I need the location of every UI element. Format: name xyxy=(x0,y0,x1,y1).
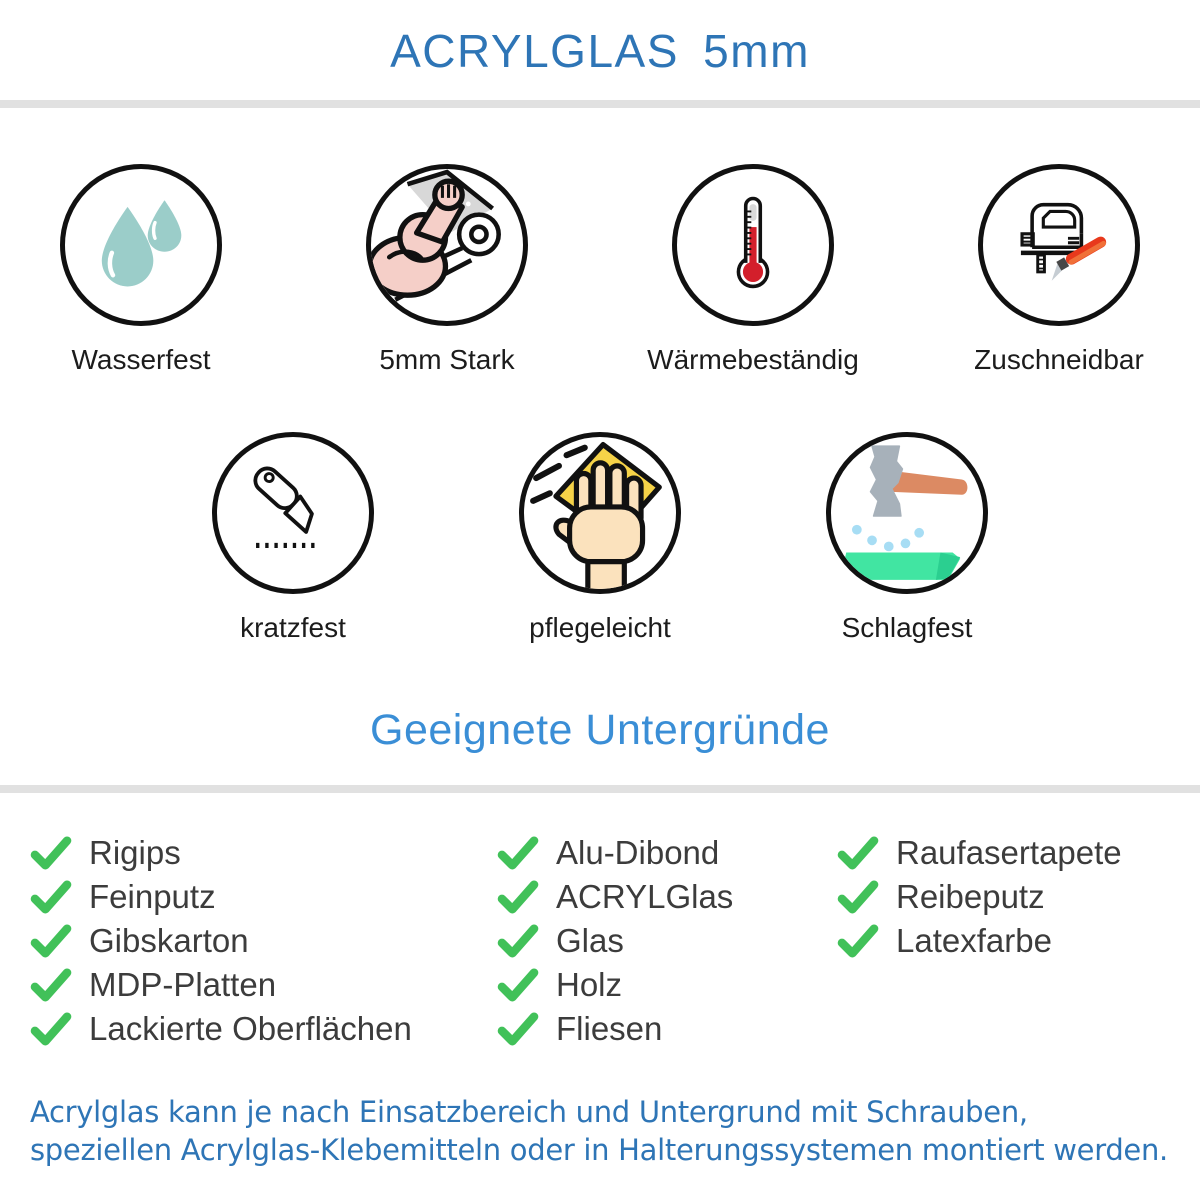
surface-label: Holz xyxy=(556,966,623,1003)
surface-label: Glas xyxy=(556,922,624,959)
thermometer-icon xyxy=(697,189,809,301)
jigsaw-cutter-icon xyxy=(978,164,1140,326)
list-item xyxy=(30,831,497,875)
mounting-note xyxy=(0,1093,1200,1169)
list-item xyxy=(497,831,837,875)
water-drops-icon xyxy=(60,164,222,326)
mounting-note-line1: Acrylglas kann je nach Einsatzbereich und Untergrund mit Schrauben, xyxy=(30,1095,1028,1129)
feature-label: Wasserfest xyxy=(71,344,211,375)
features-row-1 xyxy=(0,164,1200,376)
check-icon xyxy=(30,968,72,1002)
surface-label: Fliesen xyxy=(556,1010,663,1047)
surface-label: Feinputz xyxy=(89,878,216,915)
feature-kratzfest xyxy=(207,432,379,644)
list-item xyxy=(30,963,497,1007)
check-icon xyxy=(837,924,879,958)
surface-label: Reibeputz xyxy=(896,878,1045,915)
feature-label: Wärmebeständig xyxy=(647,344,859,375)
surfaces-column-3 xyxy=(837,831,1200,1051)
surfaces-list xyxy=(0,831,1200,1051)
surface-label: Alu-Dibond xyxy=(556,834,720,871)
feature-label: pflegeleicht xyxy=(529,612,671,643)
feature-wasserfest xyxy=(55,164,227,376)
list-item xyxy=(497,875,837,919)
list-item xyxy=(837,919,1200,963)
list-item xyxy=(30,1007,497,1051)
check-icon xyxy=(837,836,879,870)
feature-pflegeleicht xyxy=(514,432,686,644)
section-title: Geeignete Untergründe xyxy=(370,706,830,754)
feature-label: 5mm Stark xyxy=(379,344,515,375)
check-icon xyxy=(497,1012,539,1046)
feature-label: Schlagfest xyxy=(841,612,973,643)
divider xyxy=(0,100,1200,108)
mounting-note-line2: speziellen Acrylglas-Klebemitteln oder in Halterungssystemen montiert werden. xyxy=(30,1133,1168,1167)
feature-waermebestaendig xyxy=(647,164,859,376)
list-item xyxy=(30,919,497,963)
check-icon xyxy=(497,968,539,1002)
cleaning-hand-icon xyxy=(519,432,681,594)
list-item xyxy=(30,875,497,919)
check-icon xyxy=(30,836,72,870)
water-drops-icon xyxy=(85,189,197,301)
feature-5mm-stark xyxy=(361,164,533,376)
features-row-2 xyxy=(0,432,1200,644)
check-icon xyxy=(497,836,539,870)
muscle-arm-icon xyxy=(371,169,523,321)
list-item xyxy=(497,919,837,963)
check-icon xyxy=(497,924,539,958)
feature-zuschneidbar xyxy=(973,164,1145,376)
surface-label: Latexfarbe xyxy=(896,922,1052,959)
check-icon xyxy=(497,880,539,914)
hammer-impact-icon xyxy=(831,437,983,589)
cleaning-hand-icon xyxy=(524,437,676,589)
feature-label: Zuschneidbar xyxy=(974,344,1144,375)
surface-label: Rigips xyxy=(89,834,181,871)
feature-schlagfest xyxy=(821,432,993,644)
surfaces-column-2 xyxy=(497,831,837,1051)
list-item xyxy=(837,831,1200,875)
surface-label: Lackierte Oberflächen xyxy=(89,1010,412,1047)
check-icon xyxy=(30,1012,72,1046)
page-title: ACRYLGLAS 5mm xyxy=(390,25,810,77)
check-icon xyxy=(30,924,72,958)
surface-label: ACRYLGlas xyxy=(556,878,734,915)
list-item xyxy=(497,1007,837,1051)
thermometer-icon xyxy=(672,164,834,326)
jigsaw-cutter-icon xyxy=(1003,189,1115,301)
list-item xyxy=(837,875,1200,919)
muscle-arm-icon xyxy=(366,164,528,326)
check-icon xyxy=(837,880,879,914)
divider xyxy=(0,785,1200,793)
surface-label: Raufasertapete xyxy=(896,834,1122,871)
surface-label: MDP-Platten xyxy=(89,966,277,1003)
utility-knife-icon xyxy=(212,432,374,594)
list-item xyxy=(497,963,837,1007)
hammer-impact-icon xyxy=(826,432,988,594)
surfaces-column-1 xyxy=(30,831,497,1051)
surface-label: Gibskarton xyxy=(89,922,249,959)
check-icon xyxy=(30,880,72,914)
feature-label: kratzfest xyxy=(240,612,346,643)
utility-knife-icon xyxy=(237,457,349,569)
